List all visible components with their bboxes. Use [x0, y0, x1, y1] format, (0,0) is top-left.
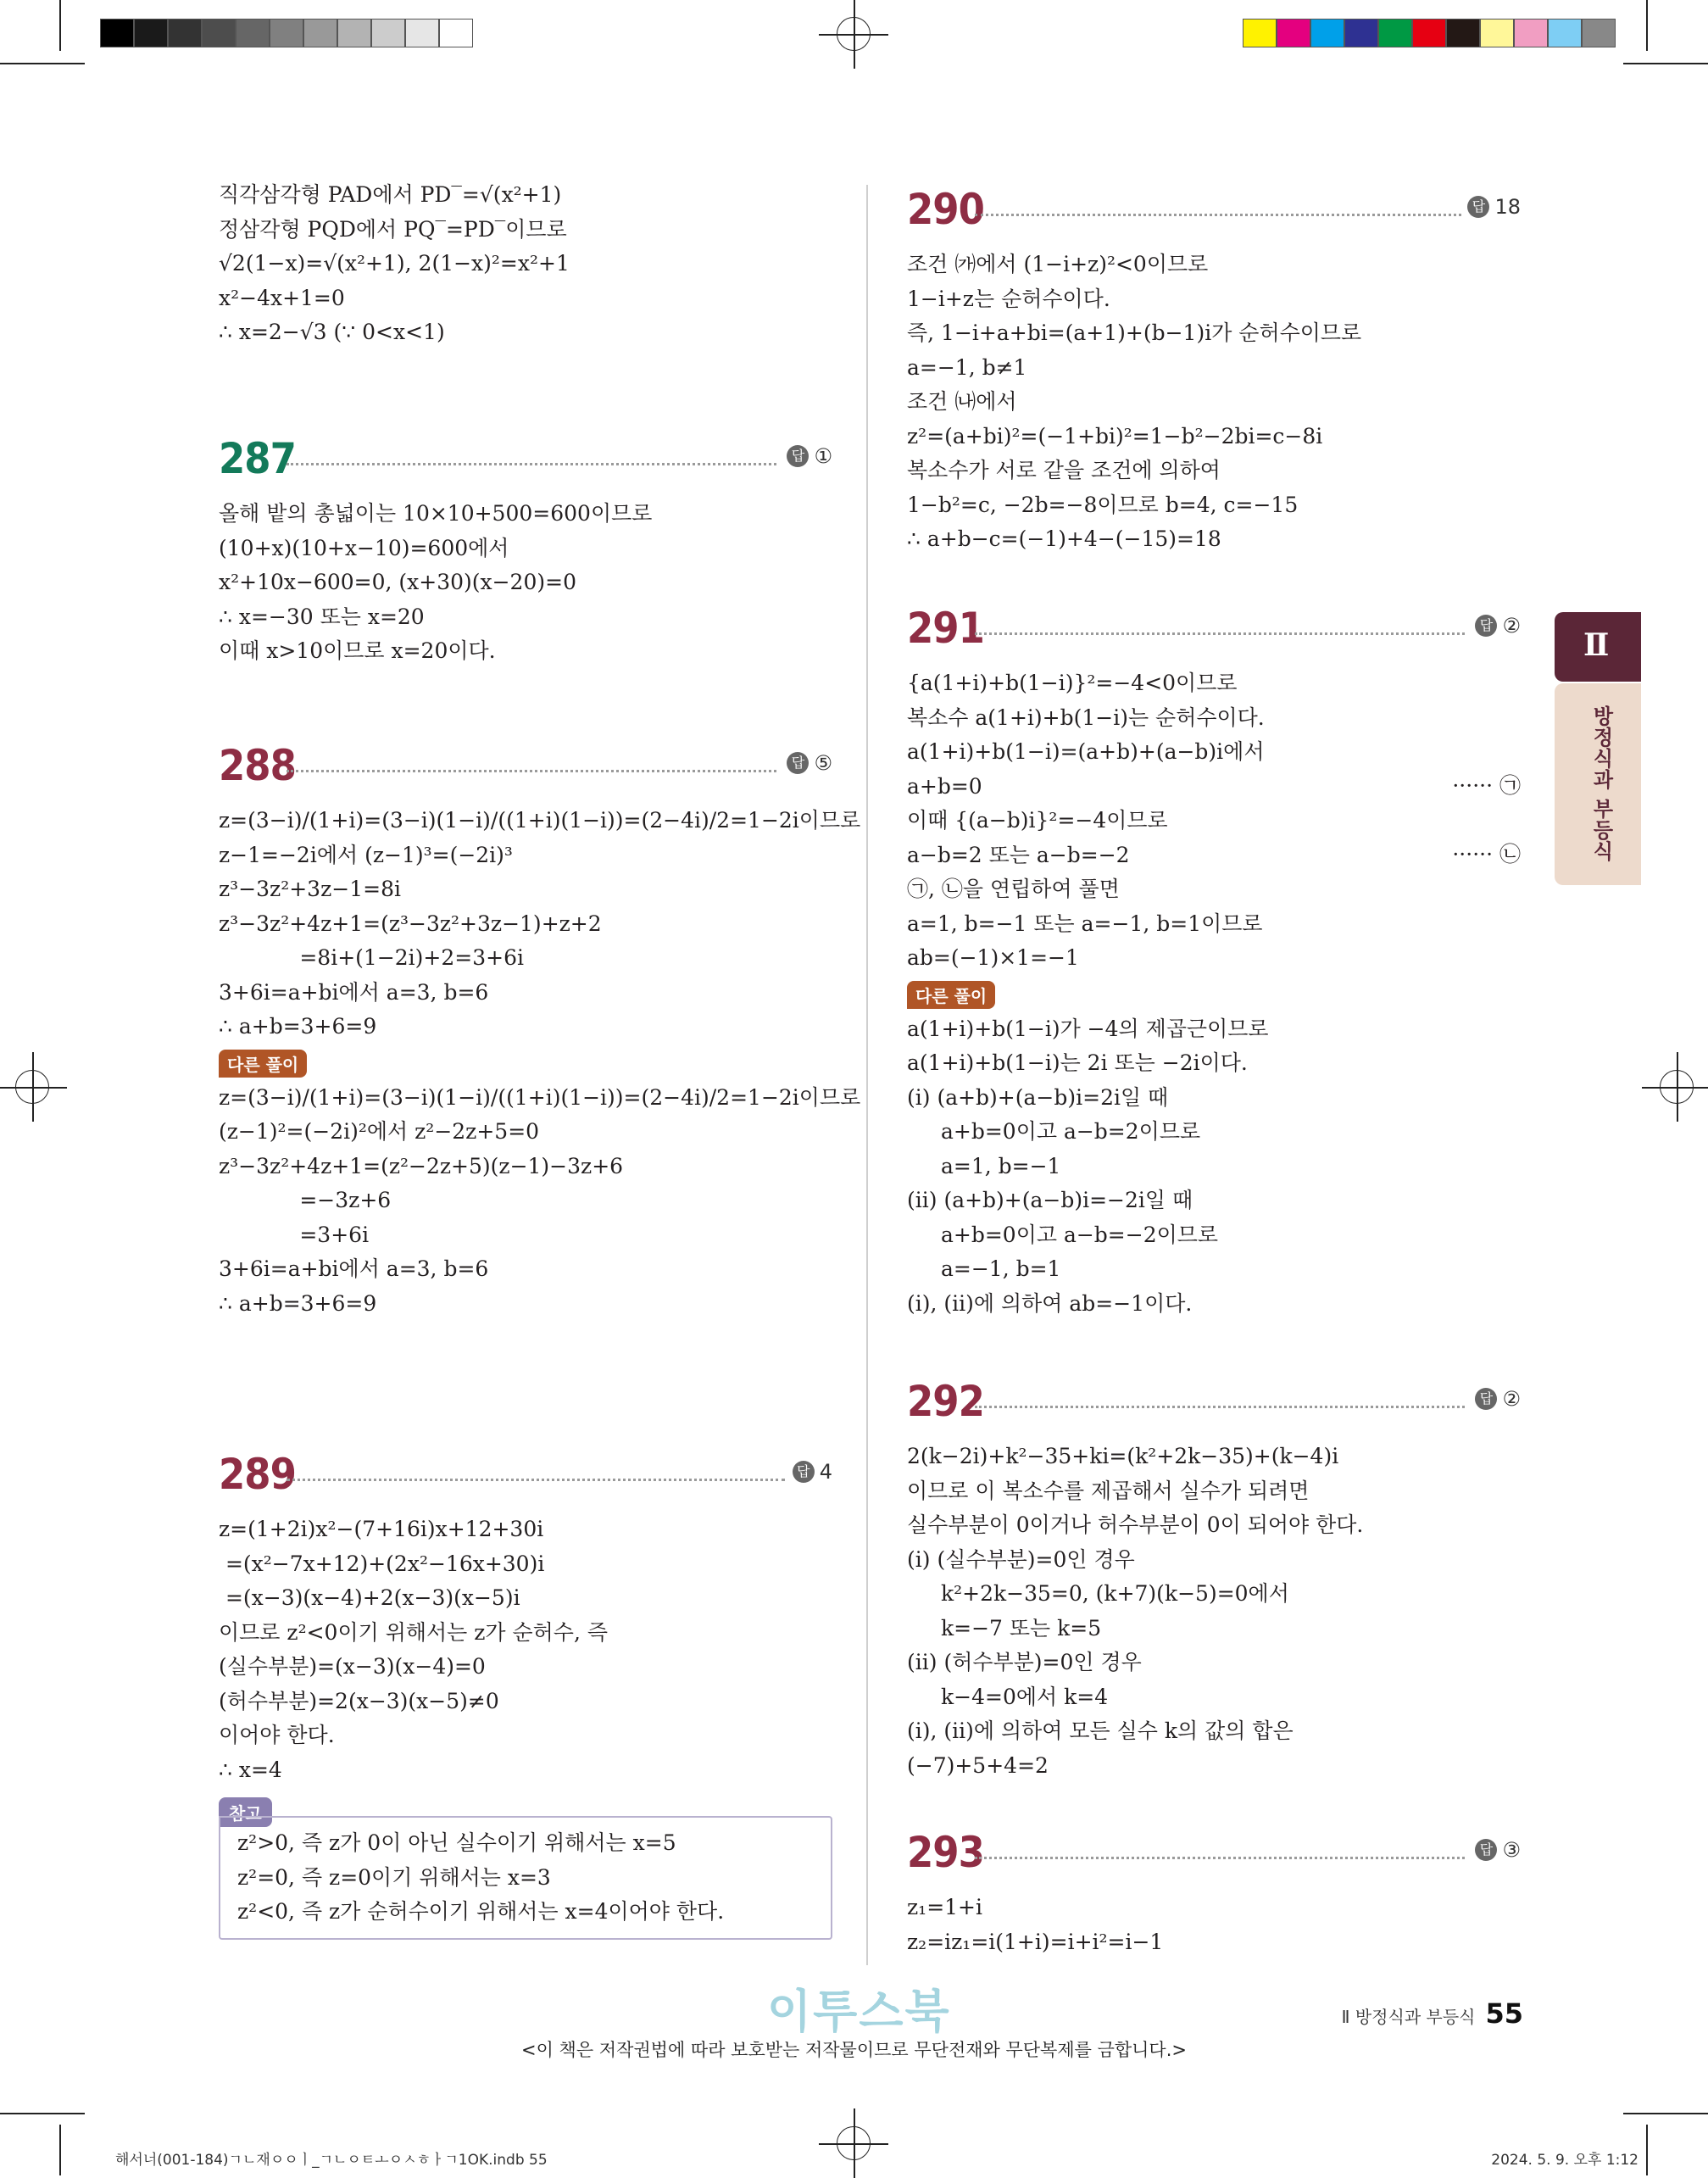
- color-swatch: [1277, 19, 1310, 47]
- answer: [787, 751, 832, 775]
- solution-line: a+b=0이고 a−b=−2이므로: [941, 1222, 1219, 1247]
- solution-line: 2(k−2i)+k²−35+ki=(k²+2k−35)+(k−4)i: [907, 1444, 1339, 1468]
- solution-line: a=−1, b≠1: [907, 354, 1027, 380]
- solution-line: 복소수가 서로 같을 조건에 의하여: [907, 458, 1221, 482]
- color-swatch: [1582, 19, 1616, 47]
- problem-290: [907, 180, 1521, 557]
- solution-line: z²>0, 즉 z가 0이 아닌 실수이기 위해서는 x=5: [237, 1830, 676, 1855]
- solution-line: a(1+i)+b(1−i)가 −4의 제곱근이므로: [907, 1016, 1269, 1041]
- answer-value: ①: [814, 444, 832, 468]
- registration-mark: [15, 1070, 49, 1104]
- solution-line: ab=(−1)×1=−1: [907, 945, 1079, 970]
- column-divider: [866, 185, 868, 1965]
- solution-line: =8i+(1−2i)+2=3+6i: [219, 945, 524, 970]
- solution-line: =−3z+6: [219, 1188, 392, 1212]
- problem-288: [219, 736, 861, 1321]
- solution-line: =3+6i: [219, 1222, 370, 1247]
- solution-line: 이때 {(a−b)i}²=−4이므로: [907, 808, 1168, 833]
- solution-line: a=1, b=−1: [941, 1153, 1061, 1178]
- solution-line: z³−3z²+4z+1=(z²−2z+5)(z−1)−3z+6: [219, 1153, 624, 1178]
- color-bar: [1243, 19, 1616, 47]
- copyright-notice: <이 책은 저작권법에 따라 보호받는 저작물이므로 무단전재와 무단복제를 금합니다.>: [521, 2040, 1187, 2060]
- color-swatch: [1446, 19, 1480, 47]
- color-swatch: [236, 19, 270, 47]
- solution-line: k−4=0에서 k=4: [941, 1684, 1109, 1709]
- solution-line: ㉠, ㉡을 연립하여 풀면: [907, 877, 1120, 901]
- publisher-logo: 이투스북: [767, 1985, 951, 2038]
- crop-mark: [1623, 63, 1708, 64]
- crop-mark: [59, 0, 61, 51]
- solution-line: 이때 x>10이므로 x=20이다.: [219, 638, 496, 663]
- solution-line: x²+10x−600=0, (x+30)(x−20)=0: [219, 570, 576, 594]
- chapter-tab: [1555, 612, 1641, 682]
- crop-mark: [1646, 0, 1648, 51]
- color-swatch: [1412, 19, 1446, 47]
- grayscale-bar: [100, 19, 473, 47]
- crop-mark: [1646, 2125, 1648, 2175]
- solution-line: z³−3z²+3z−1=8i: [219, 877, 401, 901]
- solution-line: 1−b²=c, −2b=−8이므로 b=4, c=−15: [907, 492, 1299, 517]
- solution-line: k=−7 또는 k=5: [941, 1615, 1102, 1640]
- color-swatch: [337, 19, 371, 47]
- solution-line: 즉, 1−i+a+bi=(a+1)+(b−1)i가 순허수이므로: [907, 320, 1362, 345]
- problem-number: 292: [907, 1377, 984, 1426]
- section-title: 방정식과 부등식: [1589, 705, 1613, 862]
- leader-dots: [287, 770, 776, 772]
- answer-value: ②: [1502, 614, 1521, 638]
- crop-mark: [0, 2113, 85, 2114]
- leader-dots: [287, 1479, 785, 1481]
- solution-line: a+b=0이고 a−b=2이므로: [941, 1119, 1201, 1144]
- solution-line: (ⅰ), (ⅱ)에 의하여 모든 실수 k의 값의 합은: [907, 1718, 1294, 1743]
- answer-value: ②: [1502, 1387, 1521, 1411]
- color-swatch: [405, 19, 439, 47]
- solution-line: ∴ x=2−√3 (∵ 0<x<1): [219, 320, 445, 344]
- solution-line: 3+6i=a+bi에서 a=3, b=6: [219, 1256, 489, 1281]
- answer-value: 18: [1494, 195, 1521, 219]
- continued-solution: [219, 178, 570, 350]
- solution-line: a=1, b=−1 또는 a=−1, b=1이므로: [907, 911, 1263, 936]
- alt-solution-lines: [907, 1012, 1521, 1322]
- problem-289: [219, 1445, 832, 1958]
- solution-line: z₂=iz₁=i(1+i)=i+i²=i−1: [907, 1929, 1164, 1954]
- solution-line: 직각삼각형 PAD에서 PD‾=√(x²+1): [219, 182, 562, 207]
- solution-line: √2(1−x)=√(x²+1), 2(1−x)²=x²+1: [219, 251, 570, 276]
- problem-number: 288: [219, 741, 296, 790]
- solution-line: z=(3−i)/(1+i)=(3−i)(1−i)/((1+i)(1−i))=(2−4i)/2=1−2i이므로: [219, 1084, 861, 1110]
- answer-label-icon: 답: [1475, 1839, 1497, 1861]
- print-timestamp: 2024. 5. 9. 오후 1:12: [1491, 2152, 1638, 2169]
- crop-mark: [59, 2125, 61, 2175]
- solution-line: k²+2k−35=0, (k+7)(k−5)=0에서: [941, 1581, 1289, 1606]
- answer-label-icon: 답: [1467, 196, 1489, 218]
- solution-line: =(x−3)(x−4)+2(x−3)(x−5)i: [219, 1585, 520, 1610]
- solution-line: (허수부분)=2(x−3)(x−5)≠0: [219, 1688, 499, 1713]
- answer-label-icon: 답: [787, 752, 809, 774]
- problem-number: 290: [907, 185, 984, 234]
- color-swatch: [168, 19, 202, 47]
- problem-287: [219, 429, 832, 669]
- color-swatch: [1480, 19, 1514, 47]
- answer: [1475, 1838, 1521, 1862]
- page-number: 55: [1485, 1997, 1523, 2030]
- note-tag: 참고: [219, 1797, 272, 1827]
- solution-line: (ⅰ), (ⅱ)에 의하여 ab=−1이다.: [907, 1290, 1193, 1316]
- color-swatch: [371, 19, 405, 47]
- solution-line: (ⅰ) (실수부분)=0인 경우: [907, 1546, 1135, 1572]
- solution-lines: [219, 497, 832, 669]
- solution-line: a(1+i)+b(1−i)=(a+b)+(a−b)i에서: [907, 739, 1265, 764]
- answer-value: 4: [819, 1460, 832, 1484]
- problem-number: 291: [907, 604, 984, 653]
- solution-line: (ⅱ) (허수부분)=0인 경우: [907, 1650, 1142, 1674]
- problem-293: [907, 1823, 1521, 1959]
- solution-line: (실수부분)=(x−3)(x−4)=0: [219, 1654, 486, 1679]
- solution-lines: [219, 804, 861, 1044]
- chapter-roman: Ⅱ: [1583, 627, 1610, 663]
- problem-number: 289: [219, 1450, 296, 1499]
- color-swatch: [100, 19, 134, 47]
- registration-mark: [837, 2126, 871, 2160]
- color-swatch: [270, 19, 303, 47]
- answer: [1475, 1387, 1521, 1411]
- problem-292: [907, 1372, 1521, 1783]
- solution-line: =(x²−7x+12)+(2x²−16x+30)i: [219, 1551, 545, 1576]
- page-footer: [1342, 1997, 1523, 2030]
- solution-line: 3+6i=a+bi에서 a=3, b=6: [219, 979, 489, 1005]
- leader-dots: [975, 1406, 1465, 1408]
- solution-line: (10+x)(10+x−10)=600에서: [219, 535, 509, 560]
- equation-marker: ······ ㉠: [1452, 773, 1521, 798]
- solution-line: 이므로 이 복소수를 제곱해서 실수가 되려면: [907, 1478, 1310, 1503]
- color-swatch: [1310, 19, 1344, 47]
- answer-label-icon: 답: [1475, 1388, 1497, 1410]
- color-swatch: [1243, 19, 1277, 47]
- solution-line: 이므로 z²<0이기 위해서는 z가 순허수, 즉: [219, 1619, 608, 1645]
- problem-291: [907, 599, 1521, 1321]
- answer-label-icon: 답: [793, 1461, 815, 1483]
- solution-lines: [219, 1512, 832, 1787]
- solution-line: z²=(a+bi)²=(−1+bi)²=1−b²−2bi=c−8i: [907, 423, 1323, 448]
- color-swatch: [1548, 19, 1582, 47]
- solution-lines: [907, 666, 1521, 976]
- answer-label-icon: 답: [1475, 615, 1497, 637]
- solution-line: a−b=2 또는 a−b=−2: [907, 842, 1130, 867]
- solution-line: (z−1)²=(−2i)²에서 z²−2z+5=0: [219, 1119, 540, 1144]
- solution-line: ∴ x=−30 또는 x=20: [219, 604, 425, 629]
- crop-mark: [0, 63, 85, 64]
- solution-line: 이어야 한다.: [219, 1723, 335, 1747]
- solution-line: ∴ x=4: [219, 1757, 282, 1782]
- color-swatch: [1378, 19, 1412, 47]
- color-swatch: [134, 19, 168, 47]
- solution-line: a(1+i)+b(1−i)는 2i 또는 −2i이다.: [907, 1050, 1248, 1075]
- leader-dots: [975, 1857, 1465, 1859]
- solution-line: z²=0, 즉 z=0이기 위해서는 x=3: [237, 1864, 551, 1890]
- solution-line: z³−3z²+4z+1=(z³−3z²+3z−1)+z+2: [219, 911, 602, 936]
- answer-label-icon: 답: [787, 445, 809, 467]
- file-slug: 해서너(001-184)ㄱㄴ재ㅇㅇㅣ_ㄱㄴㅇㅌㅗㅇㅅㅎㅏㄱ1OK.indb 55: [115, 2152, 548, 2169]
- section-tab: [1555, 683, 1641, 885]
- color-swatch: [1514, 19, 1548, 47]
- solution-line: (ⅱ) (a+b)+(a−b)i=−2i일 때: [907, 1188, 1193, 1212]
- solution-lines: [907, 248, 1521, 557]
- solution-line: 조건 ㈏에서: [907, 389, 1017, 414]
- solution-line: ∴ a+b=3+6=9: [219, 1290, 377, 1316]
- answer: [793, 1460, 832, 1484]
- registration-mark: [1660, 1070, 1694, 1104]
- chapter-name: Ⅱ 방정식과 부등식: [1341, 2007, 1476, 2027]
- leader-dots: [975, 632, 1465, 635]
- solution-line: a+b=0: [907, 773, 982, 799]
- answer-value: ③: [1502, 1838, 1521, 1862]
- solution-line: 복소수 a(1+i)+b(1−i)는 순허수이다.: [907, 705, 1265, 730]
- leader-dots: [975, 214, 1461, 216]
- equation-marker: ······ ㉡: [1452, 842, 1521, 866]
- solution-line: a=−1, b=1: [941, 1256, 1061, 1281]
- solution-line: z=(3−i)/(1+i)=(3−i)(1−i)/((1+i)(1−i))=(2−4i)/2=1−2i이므로: [219, 808, 861, 833]
- answer-value: ⑤: [814, 751, 832, 775]
- color-swatch: [439, 19, 473, 47]
- alt-solution-tag: 다른 풀이: [907, 981, 995, 1009]
- solution-line: 올해 밭의 총넓이는 10×10+500=600이므로: [219, 501, 653, 526]
- answer: [1467, 195, 1521, 219]
- solution-line: 실수부분이 0이거나 허수부분이 0이 되어야 한다.: [907, 1512, 1364, 1537]
- solution-line: ∴ a+b=3+6=9: [219, 1014, 377, 1039]
- color-swatch: [303, 19, 337, 47]
- solution-line: (−7)+5+4=2: [907, 1752, 1049, 1778]
- solution-line: {a(1+i)+b(1−i)}²=−4<0이므로: [907, 671, 1238, 695]
- solution-lines: [907, 1440, 1521, 1783]
- solution-lines: [907, 1891, 1521, 1959]
- solution-line: ∴ a+b−c=(−1)+4−(−15)=18: [907, 526, 1221, 551]
- problem-number: 287: [219, 434, 296, 483]
- solution-line: x²−4x+1=0: [219, 285, 345, 310]
- leader-dots: [287, 463, 776, 465]
- solution-line: (ⅰ) (a+b)+(a−b)i=2i일 때: [907, 1084, 1169, 1110]
- answer: [787, 444, 832, 468]
- answer: [1475, 614, 1521, 638]
- alt-solution-lines: [219, 1081, 861, 1322]
- solution-line: z=(1+2i)x²−(7+16i)x+12+30i: [219, 1517, 544, 1541]
- color-swatch: [202, 19, 236, 47]
- solution-line: z²<0, 즉 z가 순허수이기 위해서는 x=4이어야 한다.: [237, 1899, 725, 1924]
- solution-line: 정삼각형 PQD에서 PQ‾=PD‾이므로: [219, 216, 567, 242]
- solution-line: 1−i+z는 순허수이다.: [907, 286, 1110, 311]
- solution-line: z−1=−2i에서 (z−1)³=(−2i)³: [219, 842, 513, 867]
- registration-mark: [837, 17, 871, 51]
- problem-number: 293: [907, 1828, 984, 1877]
- color-swatch: [1344, 19, 1378, 47]
- note-box: [219, 1816, 832, 1940]
- solution-line: z₁=1+i: [907, 1895, 982, 1919]
- crop-mark: [1623, 2113, 1708, 2114]
- alt-solution-tag: 다른 풀이: [219, 1050, 307, 1078]
- solution-line: 조건 ㈎에서 (1−i+z)²<0이므로: [907, 252, 1209, 276]
